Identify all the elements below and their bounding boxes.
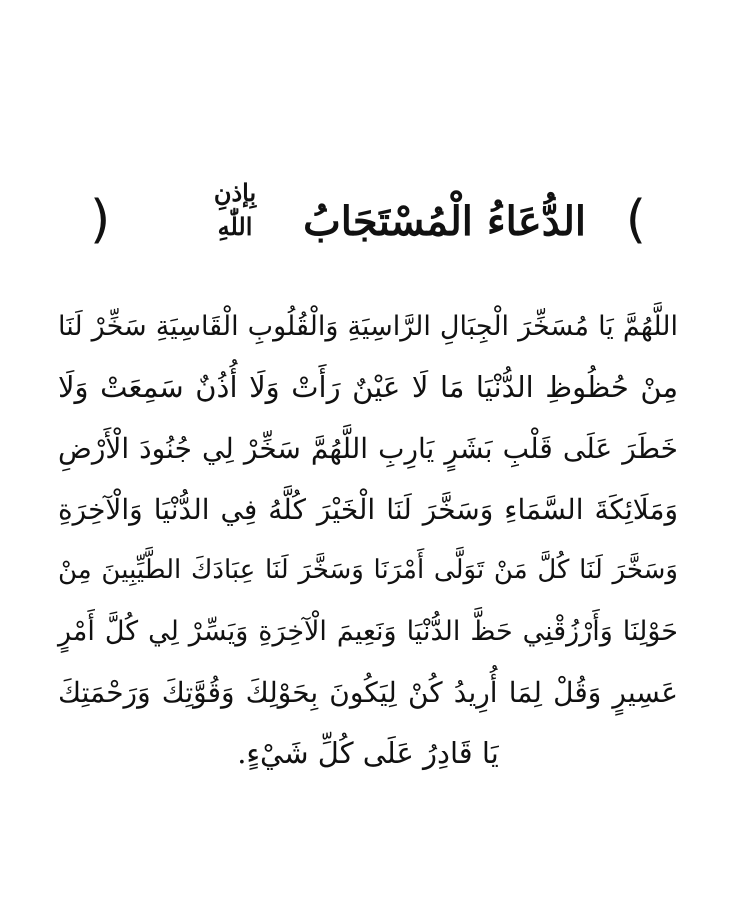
prayer-text <box>58 296 678 784</box>
title-open-paren: ) <box>90 190 111 250</box>
title-close-paren: ( <box>625 190 646 250</box>
prayer-line-last: يَا قَادِرُ عَلَى كُلِّ شَيْءٍ. <box>237 736 499 770</box>
prayer-line: وَمَلَائِكَةَ السَّمَاءِ وَسَخَّرَ لَنَا الْخَيْرَ كُلَّهُ فِي الدُّنْيَا وَالْآخِرَةِ <box>58 493 678 526</box>
prayer-line: عَسِيرٍ وَقُلْ لِمَا أُرِيدُ كُنْ لِيَكُونَ بِحَوْلِكَ وَقُوَّتِكَ وَرَحْمَتِكَ <box>58 676 678 709</box>
title-row <box>60 176 676 286</box>
prayer-line: خَطَرَ عَلَى قَلْبِ بَشَرٍ يَارِبِ اللَّهُمَّ سَخِّرْ لِي جُنُودَ الْأَرْضِ <box>58 432 678 465</box>
title-note-line-2: اللّٰهِ <box>217 212 253 241</box>
prayer-line: اللَّهُمَّ يَا مُسَخِّرَ الْجِبَالِ الرَّاسِيَةِ وَالْقُلُوبِ الْقَاسِيَةِ سَخِّرْ لَنَا <box>58 311 678 342</box>
prayer-line: حَوْلِنَا وَأَرْزُقْنِي حَظَّ الدُّنْيَا وَنَعِيمَ الْآخِرَةِ وَيَسِّرْ لِي كُلَّ أَمْرٍ <box>58 616 678 647</box>
title-note <box>180 176 290 244</box>
prayer-line: وَسَخَّرَ لَنَا كُلَّ مَنْ تَوَلَّى أَمْرَنَا وَسَخَّرَ لَنَا عِبَادَكَ الطَّيِّبِينَ مِنْ <box>58 555 678 585</box>
page-title: الدُّعَاءُ الْمُسْتَجَابُ <box>303 198 586 245</box>
prayer-line: مِنْ حُظُوظِ الدُّنْيَا مَا لَا عَيْنٌ رَأَتْ وَلَا أُذُنٌ سَمِعَتْ وَلَا <box>58 370 678 404</box>
title-note-line-1: بِإذنِ <box>213 178 257 207</box>
